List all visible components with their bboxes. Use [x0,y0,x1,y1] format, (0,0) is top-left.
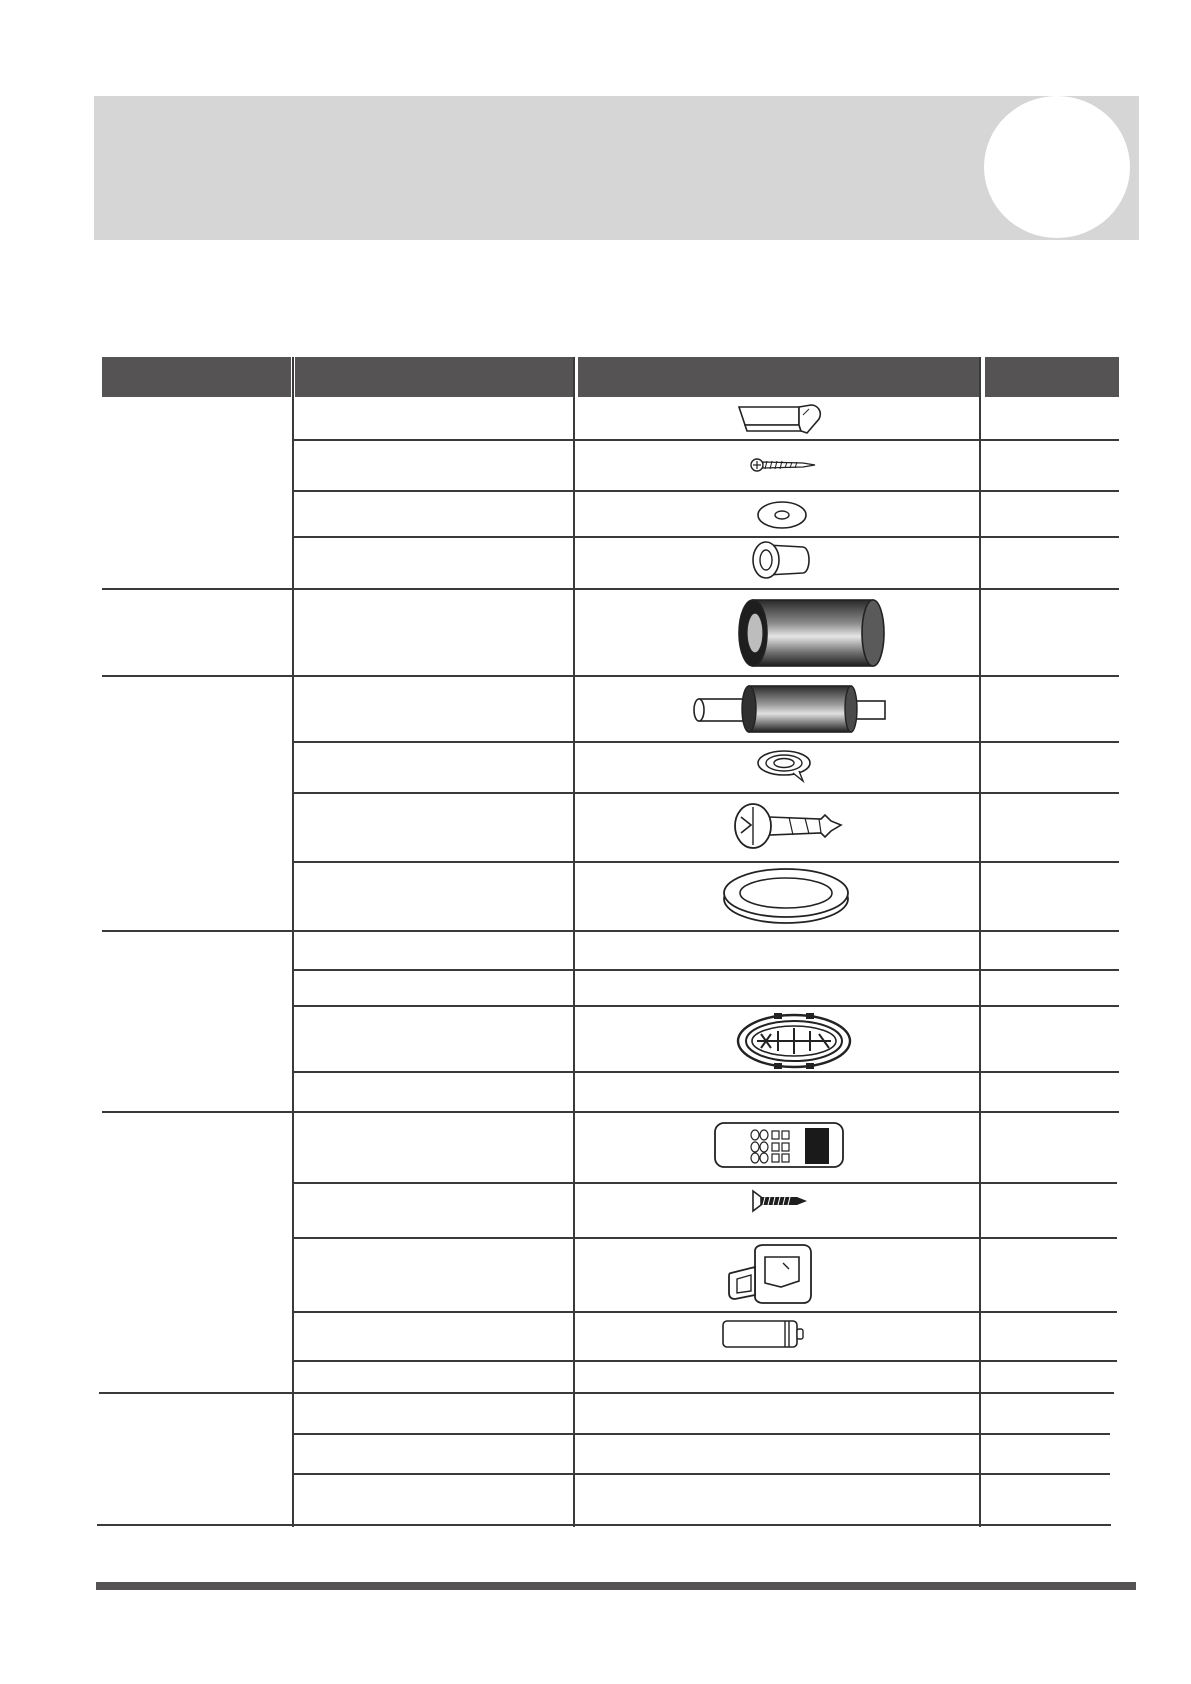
row-separator [292,861,1119,863]
group-separator [102,588,1119,590]
group-separator [102,675,1119,677]
seal-ring-icon [721,865,851,927]
row-separator [292,1182,1117,1184]
header-cell-shape [578,357,981,397]
row-separator [292,439,1119,441]
row-separator [292,1473,1110,1475]
anchor-icon [749,539,813,581]
section-number-badge [984,96,1130,238]
drain-joint-icon [729,797,847,855]
fixing-screw-icon [749,1187,811,1215]
connecting-pipe-icon [689,683,899,735]
battery-icon [721,1319,807,1349]
washer-icon [755,499,809,531]
header-cell-name [295,357,574,397]
row-separator [292,1237,1117,1239]
group-separator [102,1111,1119,1113]
mounting-plate-icon [737,403,827,437]
footer-bar [96,1582,1136,1590]
table-bottom-border [97,1524,1111,1526]
row-separator [292,741,1119,743]
remote-controller-icon [713,1121,845,1169]
row-separator [292,969,1119,971]
row-separator [292,1071,1119,1073]
header-cell-quantity [985,357,1119,397]
tapping-screw-icon [749,453,819,477]
remote-holder-icon [725,1243,817,1309]
table-header-row [102,357,1119,397]
column-divider [573,357,575,1527]
column-divider [292,357,294,1527]
row-separator [292,792,1119,794]
group-separator [102,930,1119,932]
column-divider [979,357,981,1527]
section-header-band [94,96,1139,240]
row-separator [292,1311,1117,1313]
row-separator [292,1360,1117,1362]
row-separator [292,490,1119,492]
header-cell-category [102,357,291,397]
group-separator [99,1392,1114,1394]
insulation-tube-icon [735,597,887,669]
row-separator [292,536,1119,538]
row-separator [292,1005,1119,1007]
row-separator [292,1433,1110,1435]
rubber-plug-icon [735,1012,853,1070]
sealing-clay-icon [755,747,813,785]
